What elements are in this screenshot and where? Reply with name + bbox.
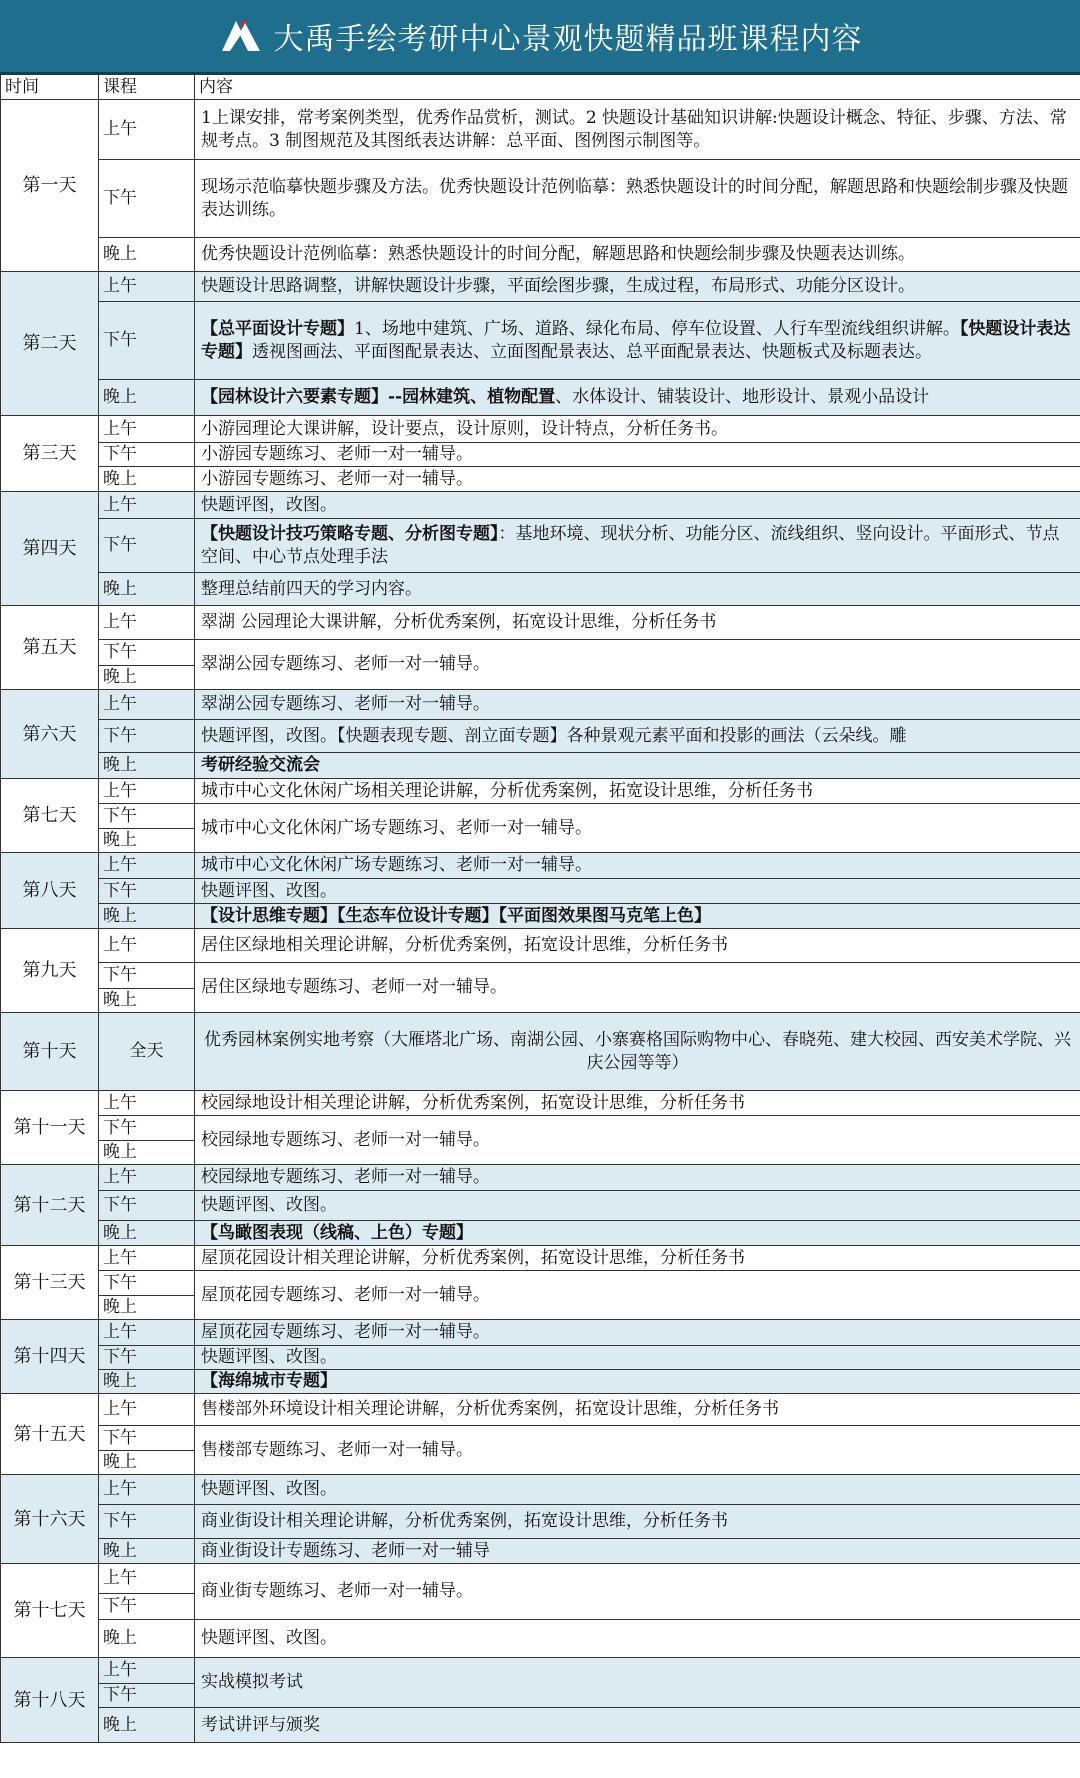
day-label: 第十三天 <box>1 1246 99 1320</box>
table-row <box>1 1246 1080 1271</box>
content-cell: 商业街专题练习、老师一对一辅导。 <box>195 1564 1080 1620</box>
table-row <box>1 853 1080 879</box>
content-cell: 售楼部专题练习、老师一对一辅导。 <box>195 1426 1080 1475</box>
content-cell: 快题评图、改图。 <box>195 1475 1080 1505</box>
period-cell: 下午 <box>99 443 195 467</box>
period-cell: 下午 <box>99 1271 195 1296</box>
period-cell: 下午 <box>99 720 195 753</box>
period-cell: 全天 <box>99 1013 195 1091</box>
period-cell: 晚上 <box>99 829 195 853</box>
table-row <box>1 1013 1080 1091</box>
table-row <box>1 779 1080 804</box>
content-cell: 城市中心文化休闲广场相关理论讲解，分析优秀案例，拓宽设计思维，分析任务书 <box>195 779 1080 804</box>
content-cell: 校园绿地设计相关理论讲解，分析优秀案例，拓宽设计思维，分析任务书 <box>195 1091 1080 1116</box>
topic-title: 【海绵城市专题】 <box>201 1371 337 1391</box>
table-row <box>1 1320 1080 1346</box>
period-cell: 上午 <box>99 1394 195 1426</box>
topic-text: ：基地环境、现状分析、功能分区、流线组织、竖向设计。平面形式、节点空间、中心节点处理手法 <box>201 523 1060 567</box>
period-cell: 下午 <box>99 1594 195 1620</box>
period-cell: 上午 <box>99 1475 195 1505</box>
period-cell: 下午 <box>99 1346 195 1370</box>
day-label: 第四天 <box>1 492 99 606</box>
content-cell: 整理总结前四天的学习内容。 <box>195 573 1080 606</box>
period-cell: 晚上 <box>99 1296 195 1320</box>
table-row <box>1 416 1080 443</box>
table-row <box>1 238 1080 272</box>
content-cell: 城市中心文化休闲广场专题练习、老师一对一辅导。 <box>195 853 1080 879</box>
day-label: 第十四天 <box>1 1320 99 1394</box>
day-label: 第二天 <box>1 272 99 416</box>
table-row <box>1 1539 1080 1564</box>
topic-title: 【快题设计技巧策略专题、分析图专题】 <box>201 523 499 544</box>
table-row <box>1 963 1080 989</box>
content-cell: 快题评图，改图。【快题表现专题、剖立面专题】各种景观元素平面和投影的画法（云朵线。雕 <box>195 720 1080 753</box>
table-row <box>1 929 1080 963</box>
topic-text: 、水体设计、铺装设计、地形设计、景观小品设计 <box>555 387 930 407</box>
day-label: 第十七天 <box>1 1564 99 1658</box>
period-cell: 晚上 <box>99 989 195 1013</box>
content-cell: 快题设计思路调整，讲解快题设计步骤，平面绘图步骤，生成过程，布局形式、功能分区设计。 <box>195 272 1080 302</box>
content-cell: 快题评图、改图。 <box>195 1191 1080 1221</box>
course-schedule-table <box>0 74 1080 1743</box>
table-row <box>1 443 1080 467</box>
period-cell: 上午 <box>99 1658 195 1684</box>
column-header-period: 课程 <box>99 75 195 100</box>
topic-title: 【设计思维专题】【生态车位设计专题】【平面图效果图马克笔上色】 <box>201 905 711 926</box>
period-cell: 晚上 <box>99 1708 195 1743</box>
topic-text: 1、场地中建筑、广场、道路、绿化布局、停车位设置、人行车型流线组织讲解。 <box>354 318 960 339</box>
period-cell: 晚上 <box>99 1620 195 1658</box>
content-cell <box>195 753 1080 779</box>
topic-title: 【总平面设计专题】 <box>201 318 354 339</box>
topic-text: 透视图画法、平面图配景表达、立面图配景表达、总平面配景表达、快题板式及标题表达。 <box>252 341 932 362</box>
day-label: 第七天 <box>1 779 99 853</box>
table-row <box>1 1426 1080 1451</box>
content-cell: 居住区绿地相关理论讲解，分析优秀案例，拓宽设计思维，分析任务书 <box>195 929 1080 963</box>
table-row <box>1 380 1080 416</box>
period-cell: 上午 <box>99 272 195 302</box>
period-cell: 上午 <box>99 853 195 879</box>
day-label: 第十五天 <box>1 1394 99 1475</box>
content-cell <box>195 302 1080 380</box>
content-cell: 1上课安排，常考案例类型，优秀作品赏析，测试。2 快题设计基础知识讲解:快题设计概念、特征、步骤、方法、常规考点。3 制图规范及其图纸表达讲解：总平面、图例图示制图等。 <box>195 100 1080 160</box>
day-label: 第十八天 <box>1 1658 99 1743</box>
content-cell: 优秀快题设计范例临摹：熟悉快题设计的时间分配，解题思路和快题绘制步骤及快题表达训练。 <box>195 238 1080 272</box>
page-header <box>0 0 1080 74</box>
table-row <box>1 100 1080 160</box>
content-cell: 城市中心文化休闲广场专题练习、老师一对一辅导。 <box>195 804 1080 853</box>
period-cell: 上午 <box>99 416 195 443</box>
table-row <box>1 606 1080 640</box>
content-cell: 小游园理论大课讲解，设计要点，设计原则，设计特点，分析任务书。 <box>195 416 1080 443</box>
day-label: 第八天 <box>1 853 99 929</box>
table-row <box>1 1271 1080 1296</box>
period-cell: 下午 <box>99 1191 195 1221</box>
period-cell: 上午 <box>99 1165 195 1191</box>
content-cell: 小游园专题练习、老师一对一辅导。 <box>195 443 1080 467</box>
content-cell: 商业街设计相关理论讲解，分析优秀案例，拓宽设计思维，分析任务书 <box>195 1505 1080 1539</box>
day-label: 第十六天 <box>1 1475 99 1564</box>
period-cell: 晚上 <box>99 573 195 606</box>
period-cell: 下午 <box>99 640 195 666</box>
content-cell: 快题评图、改图。 <box>195 1620 1080 1658</box>
content-cell: 小游园专题练习、老师一对一辅导。 <box>195 467 1080 492</box>
topic-title: 考研经验交流会 <box>201 755 320 775</box>
content-cell: 翠湖公园专题练习、老师一对一辅导。 <box>195 690 1080 720</box>
period-cell: 晚上 <box>99 904 195 929</box>
period-cell: 上午 <box>99 100 195 160</box>
content-cell: 翠湖 公园理论大课讲解，分析优秀案例，拓宽设计思维，分析任务书 <box>195 606 1080 640</box>
period-cell: 晚上 <box>99 1141 195 1165</box>
day-label: 第十二天 <box>1 1165 99 1246</box>
day-label: 第九天 <box>1 929 99 1013</box>
period-cell: 晚上 <box>99 1539 195 1564</box>
table-row <box>1 1091 1080 1116</box>
period-cell: 下午 <box>99 302 195 380</box>
period-cell: 上午 <box>99 492 195 519</box>
table-row <box>1 1116 1080 1141</box>
day-label: 第十一天 <box>1 1091 99 1165</box>
period-cell: 上午 <box>99 1091 195 1116</box>
period-cell: 晚上 <box>99 1221 195 1246</box>
table-row <box>1 1221 1080 1246</box>
period-cell: 上午 <box>99 1564 195 1594</box>
table-row <box>1 879 1080 904</box>
day-label: 第六天 <box>1 690 99 779</box>
period-cell: 晚上 <box>99 467 195 492</box>
period-cell: 晚上 <box>99 238 195 272</box>
content-cell: 快题评图，改图。 <box>195 492 1080 519</box>
content-cell: 校园绿地专题练习、老师一对一辅导。 <box>195 1165 1080 1191</box>
content-cell: 快题评图、改图。 <box>195 879 1080 904</box>
table-row <box>1 160 1080 238</box>
table-row <box>1 904 1080 929</box>
table-header-row <box>1 75 1080 100</box>
page-title: 大禹手绘考研中心景观快题精品班课程内容 <box>273 22 863 57</box>
period-cell: 下午 <box>99 519 195 573</box>
table-row <box>1 302 1080 380</box>
column-header-time: 时间 <box>1 75 99 100</box>
period-cell: 晚上 <box>99 380 195 416</box>
day-label: 第三天 <box>1 416 99 492</box>
period-cell: 上午 <box>99 606 195 640</box>
period-cell: 上午 <box>99 1246 195 1271</box>
column-header-content: 内容 <box>195 75 1080 100</box>
content-cell: 翠湖公园专题练习、老师一对一辅导。 <box>195 640 1080 690</box>
table-row <box>1 690 1080 720</box>
content-cell: 优秀园林案例实地考察（大雁塔北广场、南湖公园、小寨赛格国际购物中心、春晓苑、建大校园、西安美术学院、兴庆公园等等） <box>195 1013 1080 1091</box>
table-row <box>1 573 1080 606</box>
table-row <box>1 1708 1080 1743</box>
content-cell: 快题评图、改图。 <box>195 1346 1080 1370</box>
table-row <box>1 492 1080 519</box>
day-label: 第十天 <box>1 1013 99 1091</box>
content-cell: 居住区绿地专题练习、老师一对一辅导。 <box>195 963 1080 1013</box>
content-cell <box>195 519 1080 573</box>
period-cell: 下午 <box>99 1426 195 1451</box>
content-cell: 屋顶花园专题练习、老师一对一辅导。 <box>195 1320 1080 1346</box>
day-label: 第一天 <box>1 100 99 272</box>
period-cell: 上午 <box>99 929 195 963</box>
period-cell: 下午 <box>99 963 195 989</box>
period-cell: 上午 <box>99 1320 195 1346</box>
period-cell: 下午 <box>99 1684 195 1708</box>
period-cell: 上午 <box>99 690 195 720</box>
table-row <box>1 467 1080 492</box>
period-cell: 上午 <box>99 779 195 804</box>
topic-title: 【快题设计表达专题】 <box>201 318 1071 362</box>
table-row <box>1 753 1080 779</box>
period-cell: 晚上 <box>99 1370 195 1394</box>
content-cell: 售楼部外环境设计相关理论讲解，分析优秀案例，拓宽设计思维，分析任务书 <box>195 1394 1080 1426</box>
period-cell: 下午 <box>99 804 195 829</box>
table-row <box>1 1346 1080 1370</box>
period-cell: 下午 <box>99 160 195 238</box>
table-row <box>1 1191 1080 1221</box>
content-cell <box>195 1221 1080 1246</box>
table-row <box>1 1658 1080 1684</box>
table-row <box>1 1394 1080 1426</box>
period-cell: 晚上 <box>99 753 195 779</box>
table-row <box>1 804 1080 829</box>
content-cell <box>195 380 1080 416</box>
topic-title: 【园林设计六要素专题】--园林建筑、植物配置 <box>201 387 556 407</box>
period-cell: 晚上 <box>99 1451 195 1475</box>
table-row <box>1 1370 1080 1394</box>
content-cell <box>195 1370 1080 1394</box>
table-row <box>1 1505 1080 1539</box>
table-row <box>1 1564 1080 1594</box>
logo-icon <box>218 13 264 59</box>
period-cell: 晚上 <box>99 666 195 690</box>
table-row <box>1 1620 1080 1658</box>
table-row <box>1 519 1080 573</box>
content-cell: 考试讲评与颁奖 <box>195 1708 1080 1743</box>
content-cell: 屋顶花园设计相关理论讲解，分析优秀案例，拓宽设计思维，分析任务书 <box>195 1246 1080 1271</box>
content-cell: 屋顶花园专题练习、老师一对一辅导。 <box>195 1271 1080 1320</box>
topic-title: 【鸟瞰图表现（线稿、上色）专题】 <box>201 1222 473 1243</box>
content-cell: 校园绿地专题练习、老师一对一辅导。 <box>195 1116 1080 1165</box>
table-row <box>1 720 1080 753</box>
table-row <box>1 1165 1080 1191</box>
period-cell: 下午 <box>99 879 195 904</box>
table-row <box>1 272 1080 302</box>
table-row <box>1 1475 1080 1505</box>
content-cell <box>195 904 1080 929</box>
period-cell: 下午 <box>99 1116 195 1141</box>
content-cell: 现场示范临摹快题步骤及方法。优秀快题设计范例临摹：熟悉快题设计的时间分配，解题思路和快题绘制步骤及快题表达训练。 <box>195 160 1080 238</box>
table-row <box>1 640 1080 666</box>
content-cell: 实战模拟考试 <box>195 1658 1080 1708</box>
period-cell: 下午 <box>99 1505 195 1539</box>
content-cell: 商业街设计专题练习、老师一对一辅导 <box>195 1539 1080 1564</box>
day-label: 第五天 <box>1 606 99 690</box>
